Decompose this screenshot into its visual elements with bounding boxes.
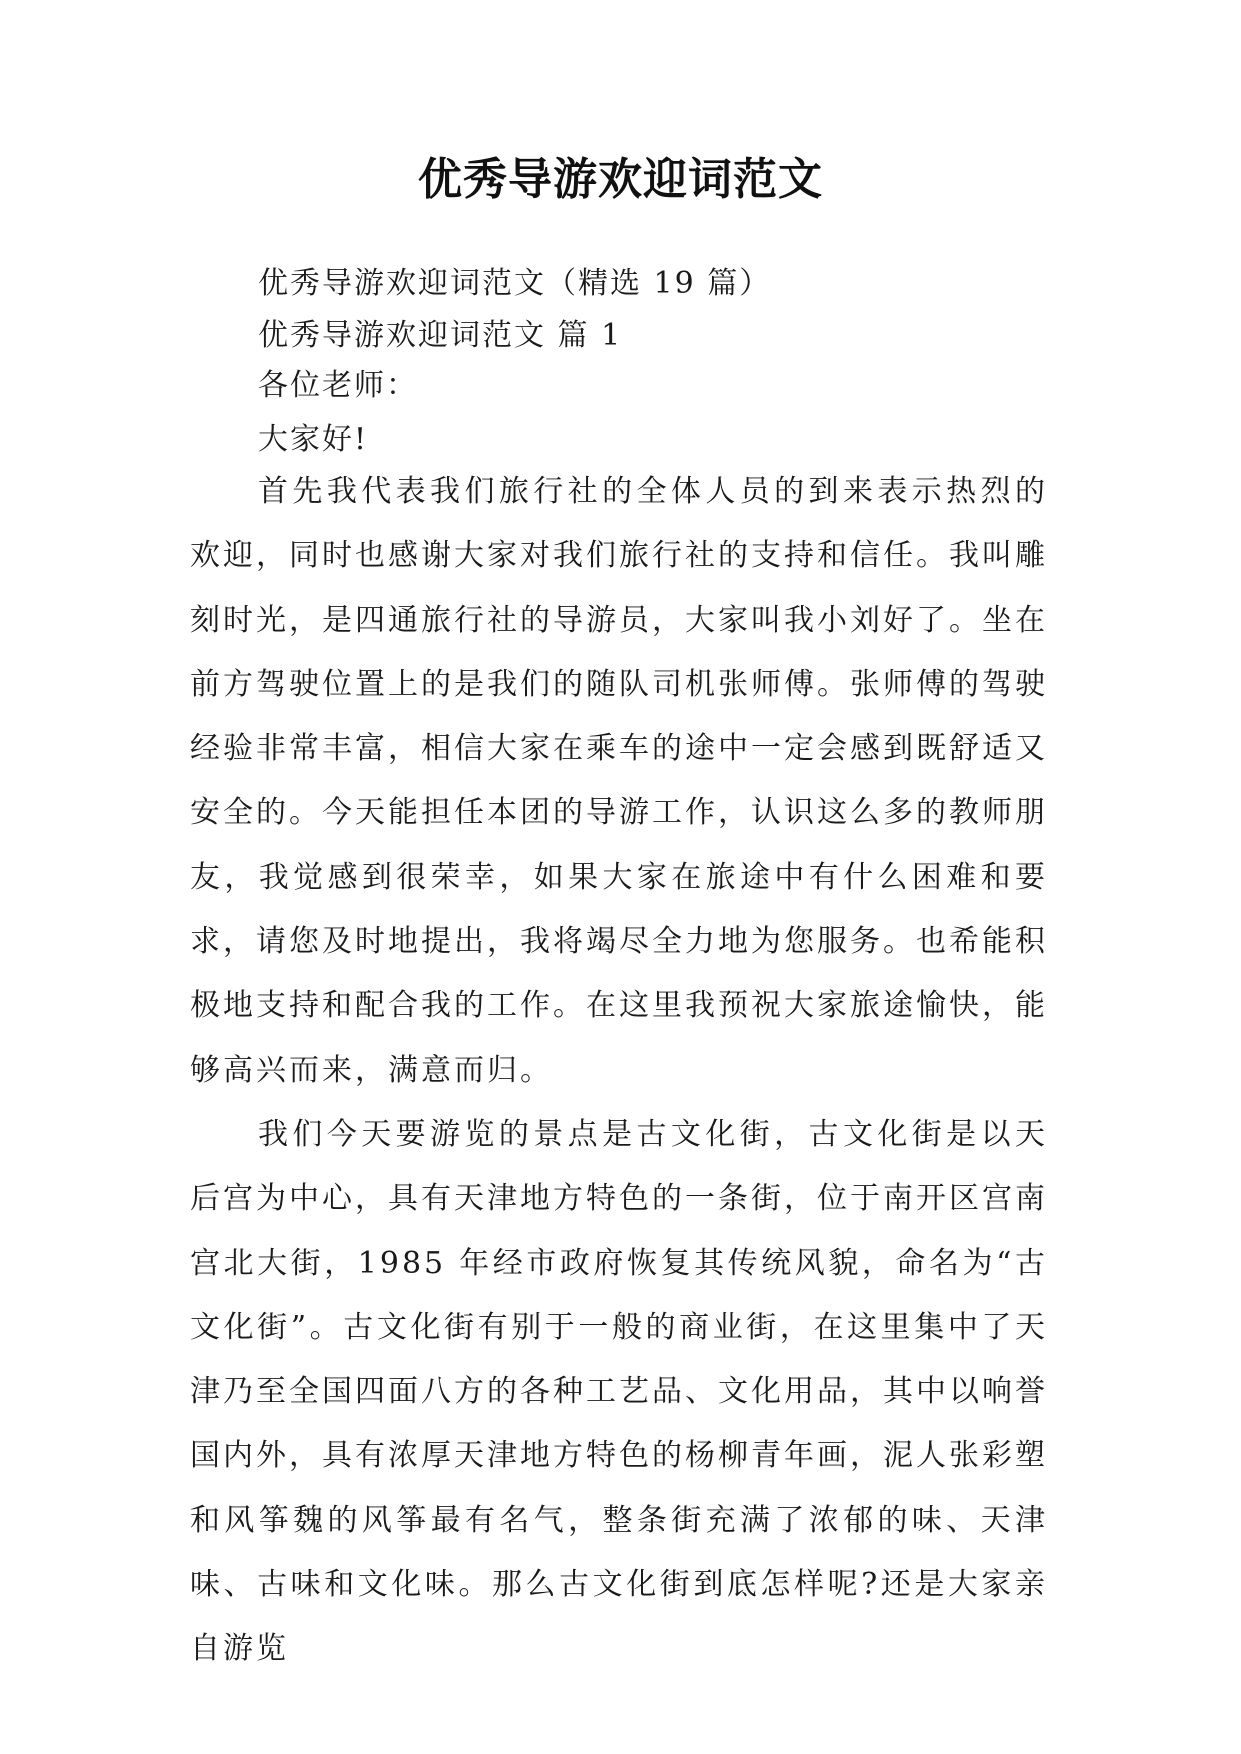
salutation: 各位老师： <box>258 368 418 403</box>
document-subtitle: 优秀导游欢迎词范文（精选 19 篇） <box>258 266 772 301</box>
paragraph-2: 我们今天要游览的景点是古文化街，古文化街是以天后宫为中心，具有天津地方特色的一条街，位于南开区宫南宫北大街，1985 年经市政府恢复其传统风貌，命名为“古文化街”。古文化街有别于一般的商业街，在这里集中了天津乃至全国四面八方的各种工艺品、文化用品，其中以响誉国内外，具有浓厚天津地方特色的杨柳青年画，泥人张彩塑和风筝魏的风筝最有名气，整条街充满了浓郁的味、天津味、古味和文化味。那么古文化街到底怎样呢?还是大家亲自游览 <box>190 1116 1048 1667</box>
document-title: 优秀导游欢迎词范文 <box>418 154 823 205</box>
paragraph-1: 首先我代表我们旅行社的全体人员的到来表示热烈的欢迎，同时也感谢大家对我们旅行社的支持和信任。我叫雕刻时光，是四通旅行社的导游员，大家叫我小刘好了。坐在前方驾驶位置上的是我们的随队司机张师傅。张师傅的驾驶经验非常丰富，相信大家在乘车的途中一定会感到既舒适又安全的。今天能担任本团的导游工作，认识这么多的教师朋友，我觉感到很荣幸，如果大家在旅途中有什么困难和要求，请您及时地提出，我将竭尽全力地为您服务。也希能积极地支持和配合我的工作。在这里我预祝大家旅途愉快，能够高兴而来，满意而归。 <box>190 474 1048 1088</box>
greeting: 大家好! <box>258 422 369 457</box>
body-text <box>190 460 1048 1682</box>
section-heading: 优秀导游欢迎词范文 篇 1 <box>258 318 623 353</box>
